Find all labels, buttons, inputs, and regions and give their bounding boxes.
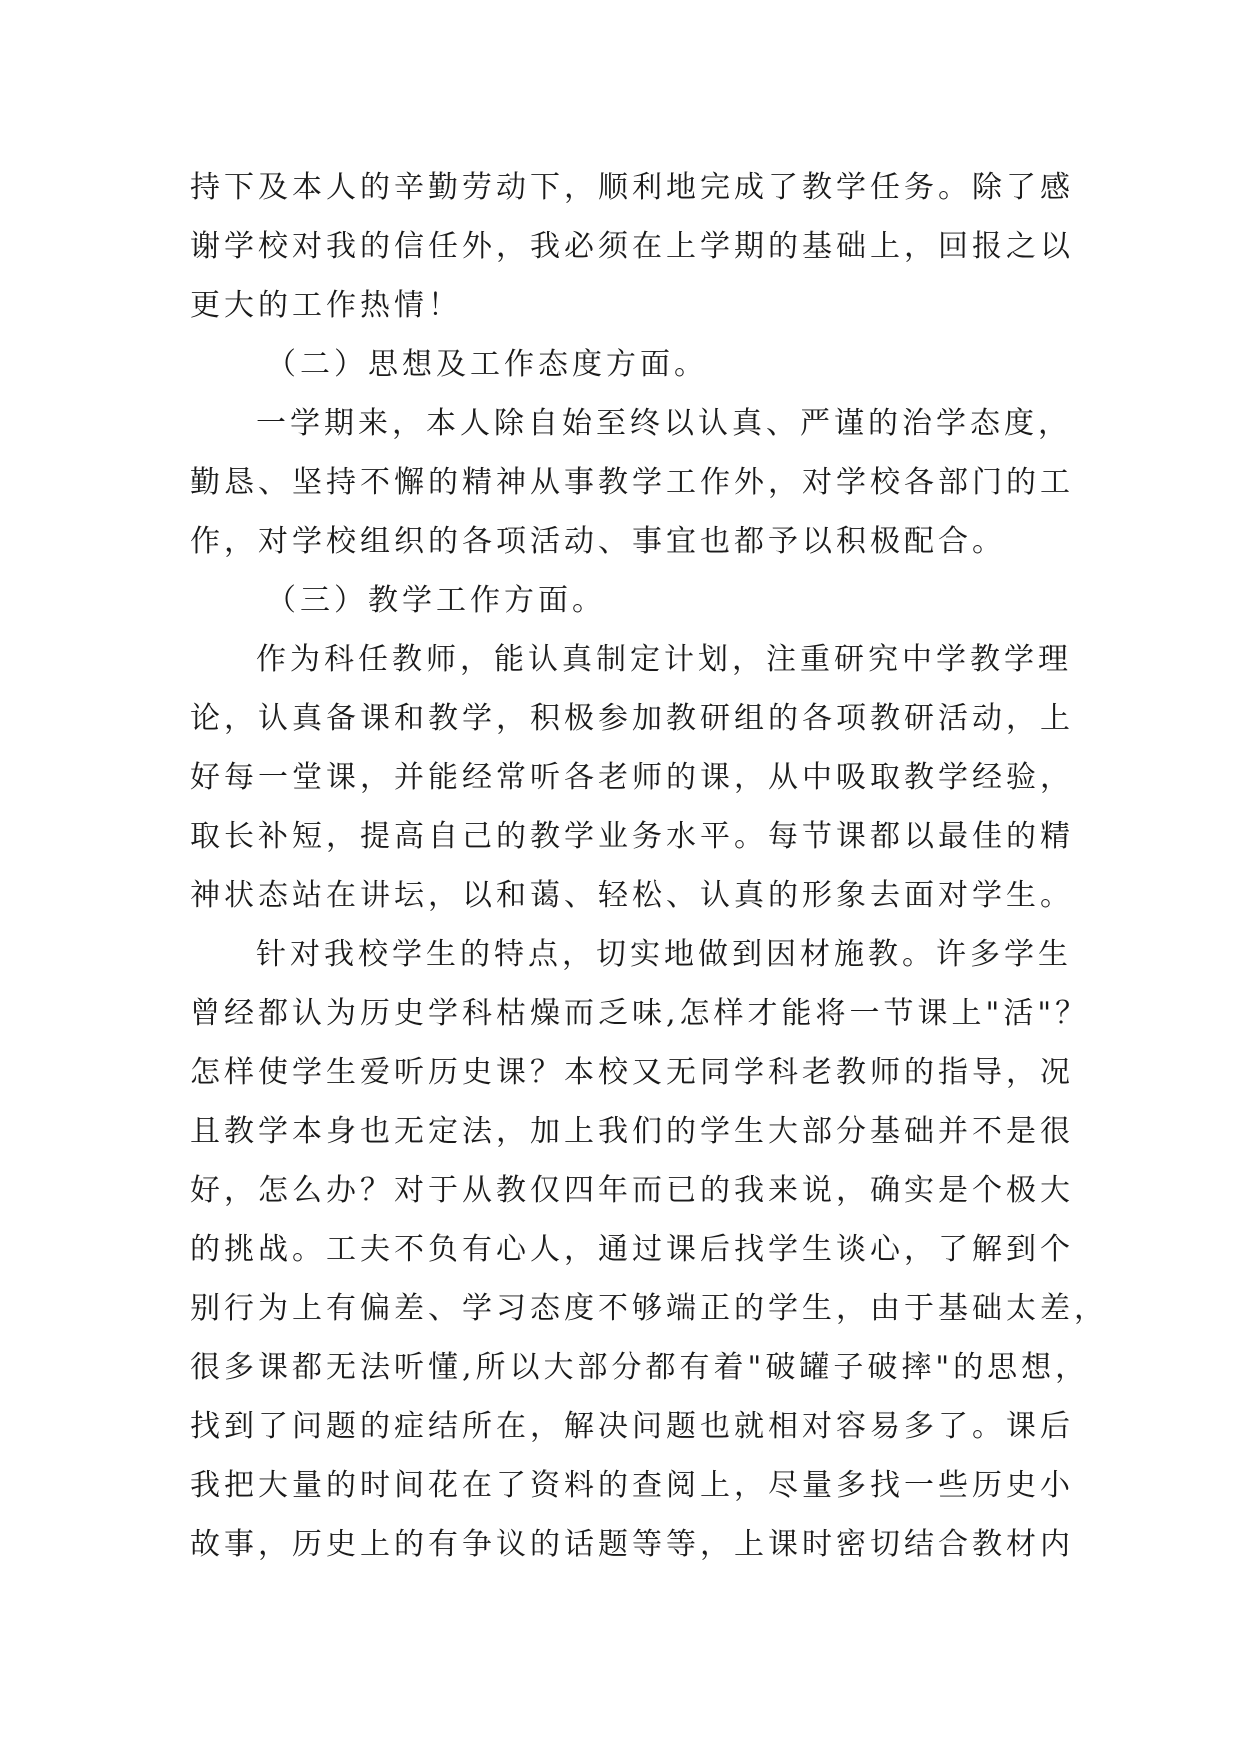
text-line: 的挑战。工夫不负有心人，通过课后找学生谈心，了解到个 [190,1232,1074,1267]
paragraph-start: 针对我校学生的特点，切实地做到因材施教。许多学生 [256,937,1072,972]
text-line: 且教学本身也无定法，加上我们的学生大部分基础并不是很 [190,1114,1074,1149]
text-line: 怎样使学生爱听历史课？本校又无同学科老教师的指导，况 [190,1055,1074,1090]
paragraph-start: 一学期来，本人除自始至终以认真、严谨的治学态度， [256,406,1072,441]
text-line: 持下及本人的辛勤劳动下，顺利地完成了教学任务。除了感 [190,170,1074,205]
document-body [190,158,1108,1574]
section-heading: （三）教学工作方面。 [266,583,606,618]
section-heading: （二）思想及工作态度方面。 [266,347,708,382]
text-line: 找到了问题的症结所在，解决问题也就相对容易多了。课后 [190,1409,1074,1444]
text-line: 论，认真备课和教学，积极参加教研组的各项教研活动，上 [190,701,1074,736]
text-line: 好每一堂课，并能经常听各老师的课，从中吸取教学经验， [190,760,1074,795]
text-line: 取长补短，提高自己的教学业务水平。每节课都以最佳的精 [190,819,1074,854]
paragraph-start: 作为科任教师，能认真制定计划，注重研究中学教学理 [256,642,1072,677]
text-line: 我把大量的时间花在了资料的查阅上，尽量多找一些历史小 [190,1468,1074,1503]
text-line: 更大的工作热情！ [190,288,462,323]
text-line: 别行为上有偏差、学习态度不够端正的学生，由于基础太差， [190,1291,1108,1326]
text-line: 谢学校对我的信任外，我必须在上学期的基础上，回报之以 [190,229,1074,264]
text-line: 神状态站在讲坛，以和蔼、轻松、认真的形象去面对学生。 [190,878,1074,913]
text-line: 好，怎么办？对于从教仅四年而已的我来说，确实是个极大 [190,1173,1074,1208]
text-line: 作，对学校组织的各项活动、事宜也都予以积极配合。 [190,524,1006,559]
text-line: 曾经都认为历史学科枯燥而乏味,怎样才能将一节课上"活"？ [190,996,1090,1031]
text-line: 勤恳、坚持不懈的精神从事教学工作外，对学校各部门的工 [190,465,1074,500]
text-line: 故事，历史上的有争议的话题等等，上课时密切结合教材内 [190,1527,1074,1562]
text-line: 很多课都无法听懂,所以大部分都有着"破罐子破摔"的思想， [190,1350,1090,1385]
